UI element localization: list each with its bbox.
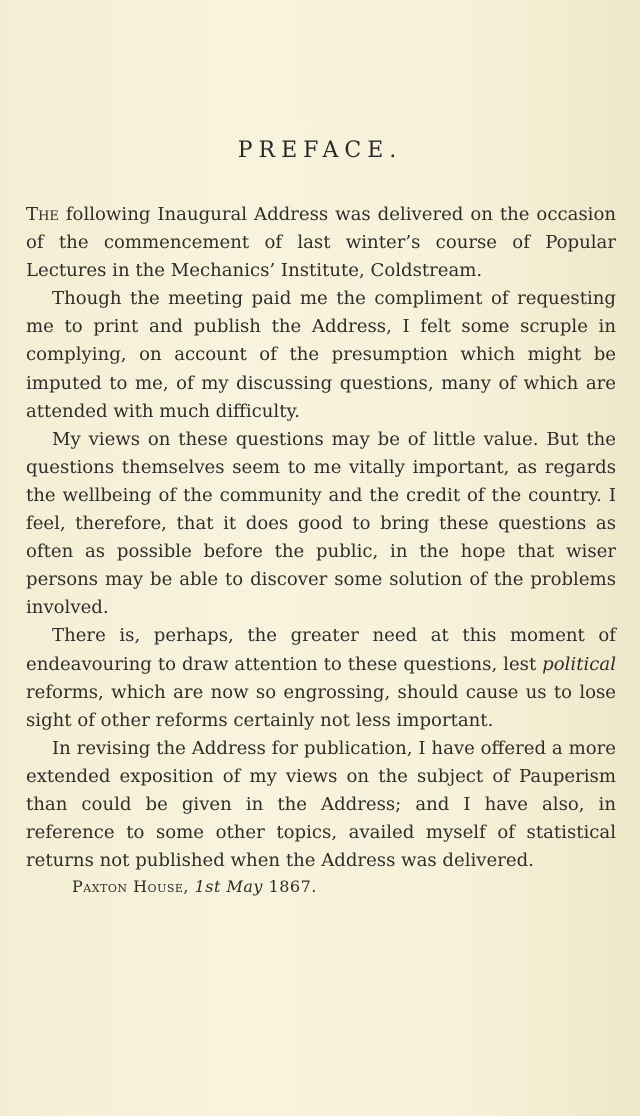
page-heading: PREFACE. bbox=[237, 138, 403, 163]
paragraph-4 bbox=[26, 622, 616, 734]
paragraph-3: My views on these questions may be of little value. But the questions themselves seem to me vitally important, as regards the wellbeing of the community and the credit of the country. I feel, therefore, that it does good to bring these questions as often as possible before the public, in the hope that wiser persons may be able to discover some solution of the problems involved. bbox=[26, 428, 616, 619]
preface-body bbox=[26, 201, 616, 875]
signature-line bbox=[72, 877, 317, 896]
paragraph-4-after: reforms, which are now so engrossing, should cause us to lose sight of other reforms certainly not less important. bbox=[26, 681, 616, 731]
paragraph-4-before: There is, perhaps, the greater need at this moment of endeavouring to draw attention to these questions, lest bbox=[26, 625, 616, 675]
paragraph-2: Though the meeting paid me the compliment of requesting me to print and publish the Address, I felt some scruple in complying, on account of the presumption which might be imputed to me, of my discussing questions, many of which are attended with much difficulty. bbox=[26, 288, 616, 422]
paragraph-1-lead: The bbox=[26, 204, 59, 225]
paragraph-5: In revising the Address for publication, I have offered a more extended exposition of my views on the subject of Pauperism than could be given in the Address; and I have also, in reference to some other topics, availed myself of statistical returns not published when the Address was delivered. bbox=[26, 737, 616, 872]
signature-year: 1867. bbox=[268, 877, 317, 896]
paragraph-1 bbox=[26, 201, 616, 285]
paragraph-4-italic: political bbox=[542, 653, 616, 675]
signature-place: Paxton House, bbox=[72, 877, 189, 896]
signature-date: 1st May bbox=[194, 877, 263, 896]
paragraph-1-text: following Inaugural Address was delivered on the occasion of the commencement of last winter’s course of Popular Lectures in the Mechanics’ Institute, Coldstream. bbox=[26, 204, 616, 282]
